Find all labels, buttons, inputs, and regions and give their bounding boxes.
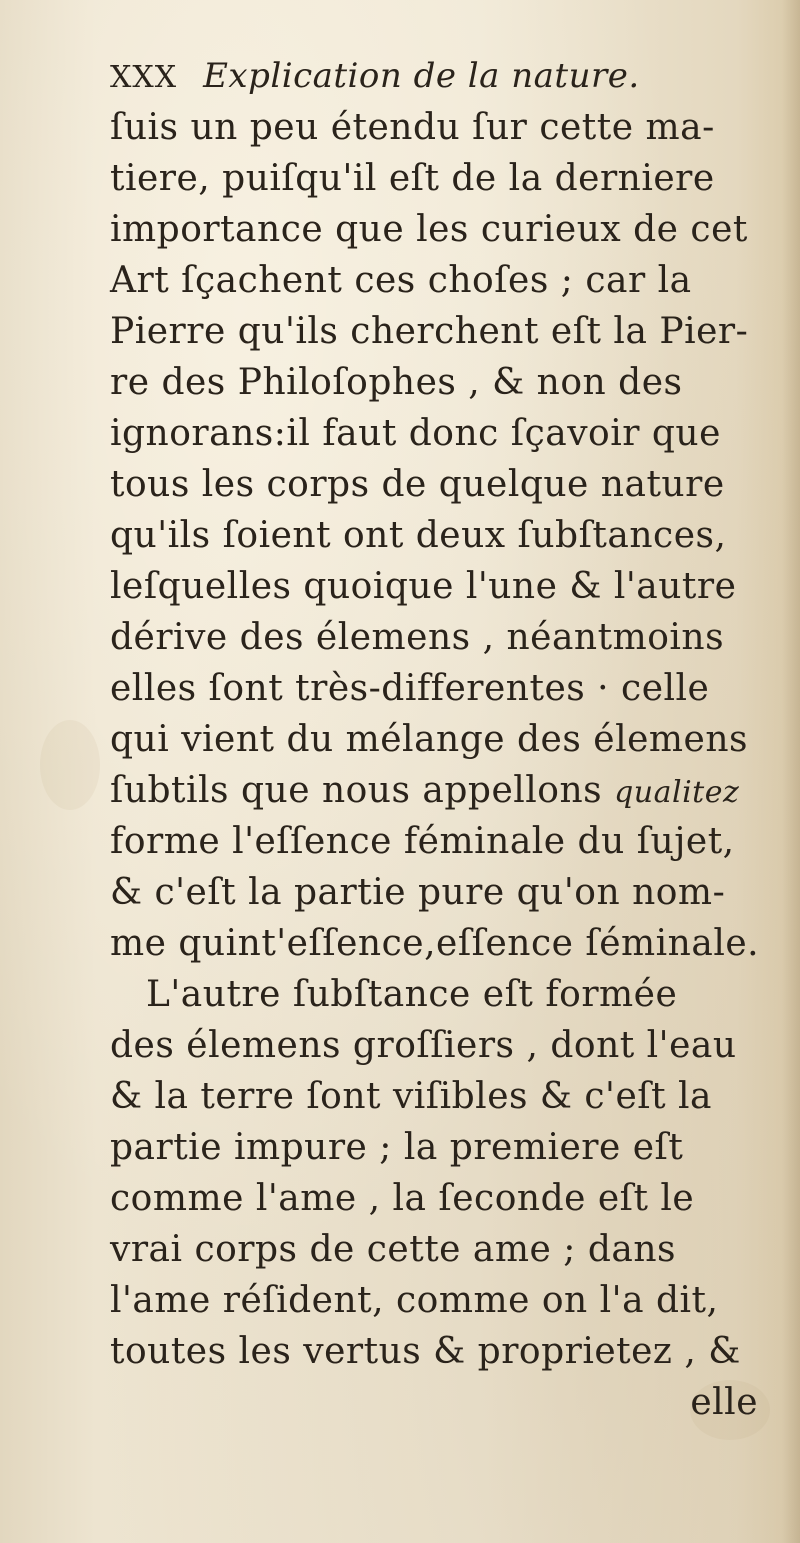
page-edge-shadow bbox=[782, 0, 800, 1543]
text-line: Pierre qu'ils cherchent eſt la Pier- bbox=[110, 311, 749, 352]
text-line: partie impure ; la premiere eſt bbox=[110, 1127, 684, 1168]
text-line: comme l'ame , la ſeconde eſt le bbox=[110, 1178, 695, 1219]
text-line: ſubtils que nous appellons qualitez bbox=[110, 770, 740, 811]
text-line: des élemens groſſiers , dont l'eau bbox=[110, 1025, 737, 1066]
text-line: importance que les curieux de cet bbox=[110, 209, 748, 250]
text-line: forme l'eſſence féminale du ſujet, bbox=[110, 821, 735, 862]
text-line: & c'eſt la partie pure qu'on nom- bbox=[110, 872, 726, 913]
text-line: qu'ils ſoient ont deux ſubſtances, bbox=[110, 515, 727, 556]
text-line: leſquelles quoique l'une & l'autre bbox=[110, 566, 737, 607]
text-line: me quint'eſſence,eſſence ſéminale. bbox=[110, 923, 760, 964]
italic-word: qualitez bbox=[614, 775, 740, 810]
text-line: tous les corps de quelque nature bbox=[110, 464, 725, 505]
text-line: Art ſçachent ces choſes ; car la bbox=[110, 260, 692, 301]
text-line: tiere, puiſqu'il eſt de la derniere bbox=[110, 158, 715, 199]
text-line: & la terre ſont viſibles & c'eſt la bbox=[110, 1076, 712, 1117]
page-number: XXX bbox=[110, 60, 178, 95]
text-line: qui vient du mélange des élemens bbox=[110, 719, 749, 760]
running-head bbox=[110, 50, 770, 102]
text-line: vrai corps de cette ame ; dans bbox=[110, 1229, 677, 1270]
text-line: elles ſont très-differentes · celle bbox=[110, 668, 710, 709]
text-block bbox=[110, 50, 770, 1428]
text-line: l'ame réſident, comme on l'a dit, bbox=[110, 1280, 719, 1321]
text-line: ignorans:il faut donc ſçavoir que bbox=[110, 413, 721, 454]
text-line: toutes les vertus & proprietez , & bbox=[110, 1331, 741, 1372]
text-line: dérive des élemens , néantmoins bbox=[110, 617, 725, 658]
running-title: Explication de la nature. bbox=[203, 56, 640, 96]
paper-stain bbox=[40, 720, 100, 810]
text-line: ſuis un peu étendu ſur cette ma- bbox=[110, 107, 715, 148]
paragraph-start-line: L'autre ſubſtance eſt formée bbox=[146, 974, 678, 1015]
text-line: re des Philoſophes , & non des bbox=[110, 362, 683, 403]
catchword: elle bbox=[690, 1382, 758, 1423]
